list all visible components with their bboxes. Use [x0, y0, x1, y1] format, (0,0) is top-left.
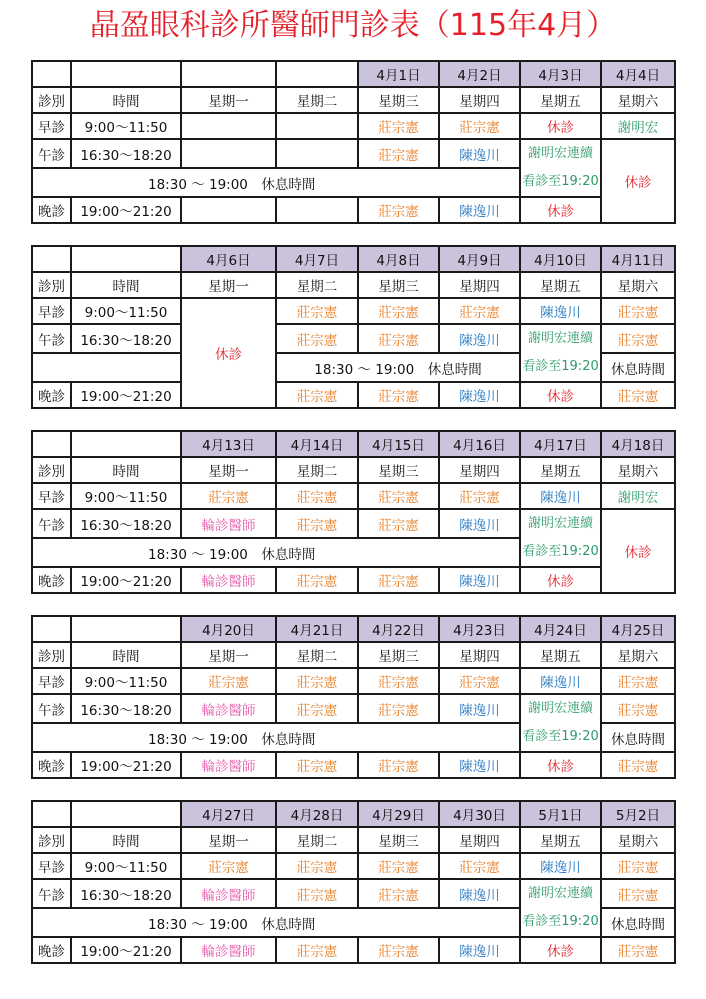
- morning-row: [32, 298, 675, 324]
- evening-row: [32, 382, 675, 408]
- extended-line-2: 看診至19:20: [522, 359, 599, 374]
- weekday-header: 星期四: [439, 272, 520, 298]
- time-range: 16:30～18:20: [71, 139, 181, 168]
- doctor-cell: 陳逸川: [520, 853, 601, 879]
- session-label: 早診: [32, 853, 71, 879]
- time-header: 時間: [71, 827, 181, 853]
- page-title: 晶盈眼科診所醫師門診表（115年4月）: [89, 8, 617, 43]
- doctor-cell: 莊宗憲: [276, 853, 358, 879]
- doctor-cell: 莊宗憲: [358, 382, 439, 408]
- extended-line-2: 看診至19:20: [522, 174, 599, 189]
- doctor-cell: [181, 113, 276, 139]
- doctor-cell: 莊宗憲: [601, 298, 675, 324]
- afternoon-row: [32, 139, 675, 168]
- time-header: 時間: [71, 87, 181, 113]
- weekday-header: 星期一: [181, 827, 276, 853]
- empty-cell: [32, 353, 181, 382]
- doctor-cell: 莊宗憲: [358, 668, 439, 694]
- doctor-cell: 謝明宏: [601, 113, 675, 139]
- empty-cell: [32, 801, 71, 827]
- doctor-cell: 輪診醫師: [181, 937, 276, 963]
- friday-extended-cell: [520, 509, 601, 567]
- empty-cell: [71, 616, 181, 642]
- date-header: 4月20日: [181, 616, 276, 642]
- date-header: 4月11日: [601, 246, 675, 272]
- extended-line-2: 看診至19:20: [522, 914, 599, 929]
- time-header: 時間: [71, 642, 181, 668]
- time-range: 9:00～11:50: [71, 853, 181, 879]
- doctor-cell: 莊宗憲: [358, 324, 439, 353]
- date-header: 4月15日: [358, 431, 439, 457]
- morning-row: [32, 483, 675, 509]
- closed-cell: 休診: [181, 298, 276, 408]
- date-header: 4月4日: [601, 61, 675, 87]
- doctor-cell: 莊宗憲: [276, 298, 358, 324]
- date-header: 4月7日: [276, 246, 358, 272]
- date-header: 4月21日: [276, 616, 358, 642]
- weekday-header: 星期四: [439, 827, 520, 853]
- session-label: 午診: [32, 879, 71, 908]
- doctor-cell: 莊宗憲: [601, 752, 675, 778]
- doctor-cell: 輪診醫師: [181, 752, 276, 778]
- evening-row: [32, 197, 675, 223]
- session-label: 晚診: [32, 937, 71, 963]
- date-header: 4月27日: [181, 801, 276, 827]
- weekday-row: [32, 272, 675, 298]
- time-range: 9:00～11:50: [71, 483, 181, 509]
- morning-row: [32, 853, 675, 879]
- doctor-cell: 休診: [520, 197, 601, 223]
- time-range: 9:00～11:50: [71, 668, 181, 694]
- weekday-header: 星期五: [520, 642, 601, 668]
- closed-cell: 休診: [601, 509, 675, 593]
- week-schedule-table: [31, 430, 676, 594]
- date-header: 4月10日: [520, 246, 601, 272]
- week-schedule-table: [31, 60, 676, 224]
- doctor-cell: 莊宗憲: [276, 509, 358, 538]
- weekday-header: 星期六: [601, 642, 675, 668]
- break-time: 18:30 ～ 19:00 休息時間: [276, 353, 520, 382]
- weekday-header: 星期二: [276, 272, 358, 298]
- morning-row: [32, 668, 675, 694]
- doctor-cell: 莊宗憲: [439, 298, 520, 324]
- doctor-cell: 陳逸川: [439, 567, 520, 593]
- date-header: 4月1日: [358, 61, 439, 87]
- afternoon-row: [32, 879, 675, 908]
- doctor-cell: 莊宗憲: [276, 879, 358, 908]
- time-range: 19:00～21:20: [71, 382, 181, 408]
- session-label: 早診: [32, 668, 71, 694]
- date-header: 4月23日: [439, 616, 520, 642]
- date-header: 4月25日: [601, 616, 675, 642]
- doctor-cell: 莊宗憲: [276, 567, 358, 593]
- doctor-cell: 陳逸川: [520, 298, 601, 324]
- session-label: 晚診: [32, 197, 71, 223]
- break-time: 18:30 ～ 19:00 休息時間: [32, 538, 520, 567]
- doctor-cell: 莊宗憲: [358, 567, 439, 593]
- doctor-cell: 莊宗憲: [601, 853, 675, 879]
- doctor-cell: 莊宗憲: [601, 879, 675, 908]
- weekday-header: 星期六: [601, 457, 675, 483]
- session-label: 午診: [32, 509, 71, 538]
- session-label: 午診: [32, 694, 71, 723]
- doctor-cell: 陳逸川: [439, 752, 520, 778]
- empty-cell: [71, 246, 181, 272]
- time-range: 19:00～21:20: [71, 197, 181, 223]
- weekday-header: 星期三: [358, 87, 439, 113]
- empty-cell: [32, 616, 71, 642]
- date-header: 4月3日: [520, 61, 601, 87]
- empty-cell: [71, 61, 181, 87]
- break-label: 休息時間: [601, 723, 675, 752]
- extended-line-2: 看診至19:20: [522, 729, 599, 744]
- date-header: [181, 61, 276, 87]
- weekday-header: 星期四: [439, 87, 520, 113]
- doctor-cell: 莊宗憲: [276, 324, 358, 353]
- doctor-cell: [276, 139, 358, 168]
- time-range: 19:00～21:20: [71, 937, 181, 963]
- extended-line-2: 看診至19:20: [522, 544, 599, 559]
- time-header: 時間: [71, 272, 181, 298]
- date-header: 4月8日: [358, 246, 439, 272]
- session-label: 早診: [32, 298, 71, 324]
- weekday-header: 星期三: [358, 272, 439, 298]
- doctor-cell: 莊宗憲: [181, 668, 276, 694]
- doctor-cell: 莊宗憲: [358, 509, 439, 538]
- weekday-header: 星期二: [276, 827, 358, 853]
- doctor-cell: 陳逸川: [439, 937, 520, 963]
- time-range: 9:00～11:50: [71, 298, 181, 324]
- date-row: [32, 801, 675, 827]
- weekday-header: 星期一: [181, 642, 276, 668]
- weekday-header: 星期二: [276, 87, 358, 113]
- extended-line-1: 謝明宏連續: [527, 331, 593, 346]
- evening-row: [32, 752, 675, 778]
- weekday-header: 星期二: [276, 642, 358, 668]
- weekday-header: 星期四: [439, 642, 520, 668]
- weekday-row: [32, 457, 675, 483]
- empty-cell: [32, 246, 71, 272]
- doctor-cell: 莊宗憲: [601, 937, 675, 963]
- doctor-cell: 陳逸川: [439, 382, 520, 408]
- session-header: 診別: [32, 642, 71, 668]
- session-label: 午診: [32, 324, 71, 353]
- doctor-cell: 莊宗憲: [358, 483, 439, 509]
- doctor-cell: 莊宗憲: [358, 139, 439, 168]
- session-label: 午診: [32, 139, 71, 168]
- doctor-cell: 莊宗憲: [276, 483, 358, 509]
- weekday-header: 星期五: [520, 827, 601, 853]
- session-label: 晚診: [32, 567, 71, 593]
- date-row: [32, 61, 675, 87]
- weekday-row: [32, 87, 675, 113]
- doctor-cell: 輪診醫師: [181, 694, 276, 723]
- extended-line-1: 謝明宏連續: [527, 146, 593, 161]
- break-time: 18:30 ～ 19:00 休息時間: [32, 723, 520, 752]
- time-range: 19:00～21:20: [71, 567, 181, 593]
- weekday-header: 星期六: [601, 272, 675, 298]
- doctor-cell: 莊宗憲: [276, 937, 358, 963]
- session-label: 晚診: [32, 752, 71, 778]
- doctor-cell: 莊宗憲: [358, 853, 439, 879]
- empty-cell: [71, 431, 181, 457]
- weekday-header: 星期五: [520, 272, 601, 298]
- doctor-cell: 輪診醫師: [181, 509, 276, 538]
- doctor-cell: 莊宗憲: [358, 752, 439, 778]
- doctor-cell: 莊宗憲: [439, 113, 520, 139]
- weekday-header: 星期五: [520, 457, 601, 483]
- doctor-cell: [276, 113, 358, 139]
- weekday-header: 星期三: [358, 642, 439, 668]
- date-header: 4月24日: [520, 616, 601, 642]
- weekday-header: 星期一: [181, 272, 276, 298]
- doctor-cell: 休診: [520, 937, 601, 963]
- doctor-cell: 莊宗憲: [181, 853, 276, 879]
- doctor-cell: 莊宗憲: [439, 853, 520, 879]
- doctor-cell: 莊宗憲: [601, 324, 675, 353]
- weekday-row: [32, 827, 675, 853]
- afternoon-row: [32, 509, 675, 538]
- afternoon-row: [32, 694, 675, 723]
- date-header: 4月18日: [601, 431, 675, 457]
- break-time: 18:30 ～ 19:00 休息時間: [32, 908, 520, 937]
- doctor-cell: 莊宗憲: [601, 694, 675, 723]
- weekday-header: 星期一: [181, 87, 276, 113]
- doctor-cell: 莊宗憲: [439, 483, 520, 509]
- doctor-cell: 輪診醫師: [181, 567, 276, 593]
- time-header: 時間: [71, 457, 181, 483]
- morning-row: [32, 113, 675, 139]
- session-label: 早診: [32, 483, 71, 509]
- doctor-cell: 陳逸川: [520, 668, 601, 694]
- doctor-cell: 陳逸川: [439, 509, 520, 538]
- date-header: 4月22日: [358, 616, 439, 642]
- break-label: 休息時間: [601, 353, 675, 382]
- doctor-cell: 陳逸川: [439, 694, 520, 723]
- doctor-cell: 莊宗憲: [181, 483, 276, 509]
- break-time: 18:30 ～ 19:00 休息時間: [32, 168, 520, 197]
- time-range: 16:30～18:20: [71, 879, 181, 908]
- doctor-cell: 莊宗憲: [601, 382, 675, 408]
- date-header: [276, 61, 358, 87]
- friday-extended-cell: [520, 879, 601, 937]
- doctor-cell: 謝明宏: [601, 483, 675, 509]
- break-label: 休息時間: [601, 908, 675, 937]
- doctor-cell: 陳逸川: [439, 197, 520, 223]
- weekday-header: 星期四: [439, 457, 520, 483]
- session-header: 診別: [32, 272, 71, 298]
- date-header: 4月16日: [439, 431, 520, 457]
- session-header: 診別: [32, 87, 71, 113]
- doctor-cell: 輪診醫師: [181, 879, 276, 908]
- weekday-header: 星期二: [276, 457, 358, 483]
- doctor-cell: 休診: [520, 752, 601, 778]
- doctor-cell: 莊宗憲: [276, 752, 358, 778]
- extended-line-1: 謝明宏連續: [527, 701, 593, 716]
- doctor-cell: 休診: [520, 113, 601, 139]
- date-header: 4月13日: [181, 431, 276, 457]
- weekday-header: 星期三: [358, 827, 439, 853]
- doctor-cell: 休診: [520, 382, 601, 408]
- extended-line-1: 謝明宏連續: [527, 516, 593, 531]
- date-header: 5月1日: [520, 801, 601, 827]
- doctor-cell: [181, 139, 276, 168]
- date-row: [32, 431, 675, 457]
- date-row: [32, 246, 675, 272]
- empty-cell: [32, 61, 71, 87]
- weekday-header: 星期五: [520, 87, 601, 113]
- doctor-cell: 莊宗憲: [276, 668, 358, 694]
- time-range: 16:30～18:20: [71, 509, 181, 538]
- evening-row: [32, 937, 675, 963]
- friday-extended-cell: [520, 694, 601, 752]
- doctor-cell: 莊宗憲: [601, 668, 675, 694]
- session-label: 早診: [32, 113, 71, 139]
- doctor-cell: 莊宗憲: [358, 113, 439, 139]
- time-range: 16:30～18:20: [71, 324, 181, 353]
- friday-extended-cell: [520, 324, 601, 382]
- date-header: 4月17日: [520, 431, 601, 457]
- date-header: 5月2日: [601, 801, 675, 827]
- session-label: 晚診: [32, 382, 71, 408]
- doctor-cell: 莊宗憲: [358, 197, 439, 223]
- doctor-cell: 莊宗憲: [358, 298, 439, 324]
- doctor-cell: [181, 197, 276, 223]
- empty-cell: [71, 801, 181, 827]
- week-schedule-table: [31, 245, 676, 409]
- date-header: 4月2日: [439, 61, 520, 87]
- date-header: 4月14日: [276, 431, 358, 457]
- empty-cell: [32, 431, 71, 457]
- doctor-cell: 莊宗憲: [439, 668, 520, 694]
- time-range: 9:00～11:50: [71, 113, 181, 139]
- weekday-header: 星期六: [601, 87, 675, 113]
- week-schedule-table: [31, 800, 676, 964]
- doctor-cell: 莊宗憲: [358, 694, 439, 723]
- weekday-header: 星期三: [358, 457, 439, 483]
- session-header: 診別: [32, 457, 71, 483]
- doctor-cell: 莊宗憲: [358, 937, 439, 963]
- extended-line-1: 謝明宏連續: [527, 886, 593, 901]
- date-header: 4月29日: [358, 801, 439, 827]
- time-range: 16:30～18:20: [71, 694, 181, 723]
- date-header: 4月9日: [439, 246, 520, 272]
- date-header: 4月6日: [181, 246, 276, 272]
- doctor-cell: 陳逸川: [439, 879, 520, 908]
- weekday-header: 星期六: [601, 827, 675, 853]
- week-schedule-table: [31, 615, 676, 779]
- weekday-header: 星期一: [181, 457, 276, 483]
- date-row: [32, 616, 675, 642]
- session-header: 診別: [32, 827, 71, 853]
- doctor-cell: 陳逸川: [439, 139, 520, 168]
- weekday-row: [32, 642, 675, 668]
- afternoon-row: [32, 324, 675, 353]
- doctor-cell: 陳逸川: [439, 324, 520, 353]
- doctor-cell: 莊宗憲: [276, 382, 358, 408]
- evening-row: [32, 567, 675, 593]
- doctor-cell: [276, 197, 358, 223]
- friday-extended-cell: [520, 139, 601, 197]
- date-header: 4月28日: [276, 801, 358, 827]
- doctor-cell: 陳逸川: [520, 483, 601, 509]
- doctor-cell: 莊宗憲: [276, 694, 358, 723]
- closed-cell: 休診: [601, 139, 675, 223]
- time-range: 19:00～21:20: [71, 752, 181, 778]
- doctor-cell: 休診: [520, 567, 601, 593]
- date-header: 4月30日: [439, 801, 520, 827]
- doctor-cell: 莊宗憲: [358, 879, 439, 908]
